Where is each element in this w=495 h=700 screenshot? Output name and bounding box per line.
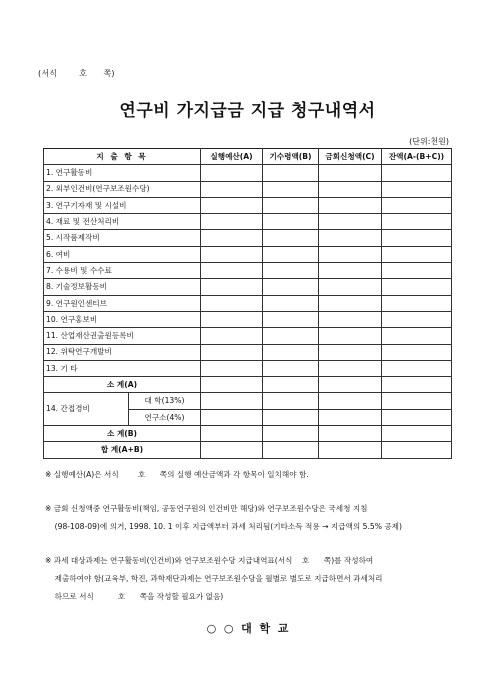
received-cell[interactable]: [263, 230, 319, 246]
unit-label: (단위:천원): [409, 137, 449, 146]
header-received: 기수령액(B): [263, 149, 319, 165]
budget-cell[interactable]: [201, 279, 263, 295]
requested-cell[interactable]: [319, 246, 382, 262]
received-cell[interactable]: [263, 246, 319, 262]
table-row: [44, 246, 452, 262]
balance-cell[interactable]: [382, 344, 452, 360]
table-row: [44, 279, 452, 295]
requested-cell[interactable]: [319, 181, 382, 197]
item-label: 13. 기 타: [44, 360, 201, 376]
balance-cell[interactable]: [382, 409, 452, 425]
note-taxable-line-1: ※ 과세 대상과제는 연구활동비(인건비)와 연구보조원수당 지급내역표(서식 호 쪽)를 작성하여: [45, 556, 374, 565]
item-label: 4. 재료 및 전산처리비: [44, 214, 201, 230]
budget-cell[interactable]: [201, 230, 263, 246]
subtotal-a-row: [44, 377, 452, 393]
balance-cell[interactable]: [382, 181, 452, 197]
received-cell[interactable]: [263, 214, 319, 230]
budget-cell[interactable]: [201, 214, 263, 230]
table-row: [44, 311, 452, 327]
form-number-label: (서식 호 쪽): [38, 69, 115, 78]
requested-cell[interactable]: [319, 311, 382, 327]
balance-cell[interactable]: [382, 295, 452, 311]
item-label: 7. 수용비 및 수수료: [44, 263, 201, 279]
budget-cell[interactable]: [201, 360, 263, 376]
balance-cell[interactable]: [382, 377, 452, 393]
page-title: 연구비 가지급금 지급 청구내역서: [119, 101, 376, 121]
budget-cell[interactable]: [201, 197, 263, 213]
budget-cell[interactable]: [201, 377, 263, 393]
table-row: [44, 344, 452, 360]
note-budget-match: ※ 실행예산(A)은 서식 호 쪽의 실행 예산금액과 각 항목이 일치해야 함.: [45, 470, 309, 479]
item-label: 2. 외부인건비(연구보조원수당): [44, 181, 201, 197]
subtotal-a-label: 소 계(A): [44, 377, 201, 393]
requested-cell[interactable]: [319, 344, 382, 360]
item-label: 1. 연구활동비: [44, 165, 201, 181]
item-label: 3. 연구기자재 및 시설비: [44, 197, 201, 213]
budget-cell[interactable]: [201, 311, 263, 327]
indirect-costs-label: 14. 간접경비: [44, 393, 129, 426]
budget-cell[interactable]: [201, 393, 263, 409]
table-header-row: [44, 149, 452, 165]
header-requested: 금회신청액(C): [319, 149, 382, 165]
requested-cell[interactable]: [319, 409, 382, 425]
item-label: 8. 기술정보활동비: [44, 279, 201, 295]
requested-cell[interactable]: [319, 197, 382, 213]
header-budget: 실행예산(A): [201, 149, 263, 165]
requested-cell[interactable]: [319, 165, 382, 181]
budget-cell[interactable]: [201, 328, 263, 344]
received-cell[interactable]: [263, 279, 319, 295]
received-cell[interactable]: [263, 426, 319, 442]
received-cell[interactable]: [263, 197, 319, 213]
item-label: 11. 산업재산권출원등록비: [44, 328, 201, 344]
received-cell[interactable]: [263, 311, 319, 327]
item-label: 10. 연구홍보비: [44, 311, 201, 327]
requested-cell[interactable]: [319, 230, 382, 246]
requested-cell[interactable]: [319, 279, 382, 295]
table-row: [44, 165, 452, 181]
requested-cell[interactable]: [319, 426, 382, 442]
grand-total-label: 합 계(A+B): [44, 442, 201, 458]
budget-cell[interactable]: [201, 181, 263, 197]
item-label: 9. 연구원인센티브: [44, 295, 201, 311]
indirect-costs-row: [44, 393, 452, 409]
table-row: [44, 295, 452, 311]
item-label: 12. 위탁연구개발비: [44, 344, 201, 360]
received-cell[interactable]: [263, 181, 319, 197]
note-taxable-line-2: 제출하여야 함(교육부, 학진, 과학재단과제는 연구보조원수당을 월별로 별도로 지급하면서 과세처리: [45, 574, 383, 583]
balance-cell[interactable]: [382, 263, 452, 279]
budget-cell[interactable]: [201, 295, 263, 311]
table-row: [44, 360, 452, 376]
note-taxable-line-3: 하므로 서식 호 쪽을 작성할 필요가 없음): [45, 592, 224, 601]
received-cell[interactable]: [263, 295, 319, 311]
requested-cell[interactable]: [319, 377, 382, 393]
budget-cell[interactable]: [201, 246, 263, 262]
budget-cell[interactable]: [201, 165, 263, 181]
balance-cell[interactable]: [382, 279, 452, 295]
balance-cell[interactable]: [382, 165, 452, 181]
balance-cell[interactable]: [382, 246, 452, 262]
balance-cell[interactable]: [382, 360, 452, 376]
requested-cell[interactable]: [319, 442, 382, 458]
table-row: [44, 230, 452, 246]
expense-claim-table: [43, 148, 452, 459]
received-cell[interactable]: [263, 393, 319, 409]
received-cell[interactable]: [263, 442, 319, 458]
received-cell[interactable]: [263, 409, 319, 425]
table-row: [44, 214, 452, 230]
balance-cell[interactable]: [382, 230, 452, 246]
header-expense-item: 지 출 항 목: [44, 149, 201, 165]
indirect-institute-label: 연구소(4%): [129, 409, 201, 425]
requested-cell[interactable]: [319, 263, 382, 279]
budget-cell[interactable]: [201, 263, 263, 279]
table-row: [44, 197, 452, 213]
received-cell[interactable]: [263, 165, 319, 181]
note-tax-line-1: ※ 금회 신청액중 연구활동비(책임, 공동연구원의 인건비만 해당)와 연구보조원수당은 국세청 지침: [45, 504, 368, 513]
requested-cell[interactable]: [319, 393, 382, 409]
item-label: 5. 시작품제작비: [44, 230, 201, 246]
university-signature: ○ ○ 대 학 교: [206, 622, 289, 635]
subtotal-b-row: [44, 426, 452, 442]
requested-cell[interactable]: [319, 360, 382, 376]
grand-total-row: [44, 442, 452, 458]
balance-cell[interactable]: [382, 197, 452, 213]
subtotal-b-label: 소 계(B): [44, 426, 201, 442]
balance-cell[interactable]: [382, 426, 452, 442]
table-row: [44, 181, 452, 197]
budget-cell[interactable]: [201, 344, 263, 360]
balance-cell[interactable]: [382, 393, 452, 409]
requested-cell[interactable]: [319, 295, 382, 311]
budget-cell[interactable]: [201, 426, 263, 442]
received-cell[interactable]: [263, 377, 319, 393]
header-balance: 잔액(A-(B+C)): [382, 149, 452, 165]
received-cell[interactable]: [263, 344, 319, 360]
balance-cell[interactable]: [382, 214, 452, 230]
budget-cell[interactable]: [201, 442, 263, 458]
received-cell[interactable]: [263, 263, 319, 279]
balance-cell[interactable]: [382, 442, 452, 458]
received-cell[interactable]: [263, 328, 319, 344]
table-row: [44, 328, 452, 344]
table-row: [44, 263, 452, 279]
item-label: 6. 여비: [44, 246, 201, 262]
balance-cell[interactable]: [382, 311, 452, 327]
requested-cell[interactable]: [319, 328, 382, 344]
note-tax-line-2: (98-108-09)에 의거, 1998. 10. 1 이후 지급액부터 과세 처리됨(기타소득 적용 → 지급액의 5.5% 공제): [45, 522, 402, 531]
budget-cell[interactable]: [201, 409, 263, 425]
indirect-university-label: 대 학(13%): [129, 393, 201, 409]
received-cell[interactable]: [263, 360, 319, 376]
requested-cell[interactable]: [319, 214, 382, 230]
balance-cell[interactable]: [382, 328, 452, 344]
